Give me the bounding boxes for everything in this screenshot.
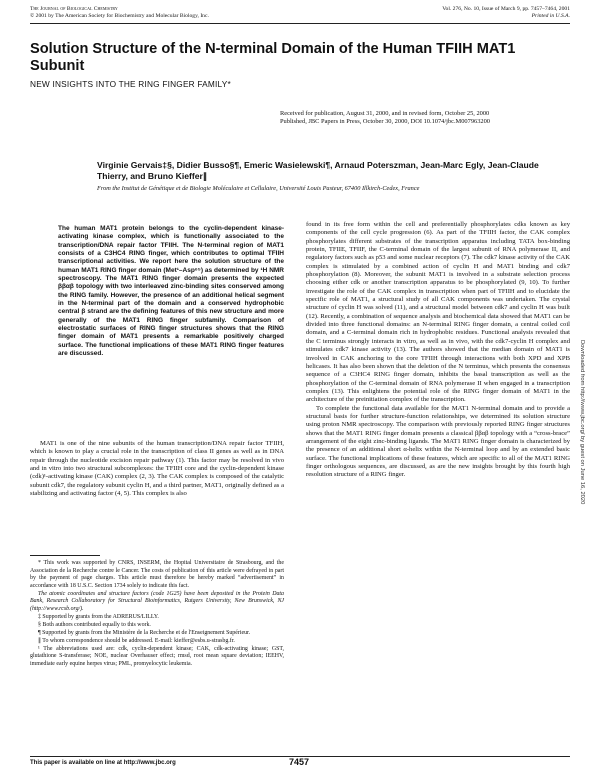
volume-line: Vol. 276, No. 10, Issue of March 9, pp. 7457–7464, 2001 <box>442 6 570 12</box>
right-column <box>306 221 570 480</box>
article-title: Solution Structure of the N-terminal Domain of the Human TFIIH MAT1 Subunit <box>30 41 516 74</box>
right-paragraph-1: found in its free form within the cell and preferentially phosphorylates cdks known as key components of the cell cycle progression (6). As part of the TFIIH factor, the CAK complex phosphorylates different substrates of the transcription apparatus including TATA box-binding protein, TFIIE, TFIIF, the C-terminal domain of the largest subunit of RNA polymerase II, and regulatory factors such as p53 and some nuclear receptors (7). The cdk7 kinase activity of the CAK complex is stimulated by a combined action of cyclin H and MAT1 binding and cdk7 phosphorylation (8). Moreover, the subunit MAT1 is involved in a substrate selection process choosing either cdk or another transcription apparatus to be phosphorylated (9, 10). To further investigate the role of the CAK complex in transcription when part of TFIIH and to elucidate the specific role of MAT1, a structural study of all CAK components was undertaken. The crystal structure of cyclin H was solved (11), and a structural model between cdk7 and cyclin H was built (12). Recently, a combination of sequence analysis and biochemical data showed that MAT1 can be divided into three functional domains: an N-terminal RING finger domain, a central coiled coil domain, and a C-terminal domain rich in hydrophobic residues. Functional analysis revealed that the C terminus strongly interacts in vitro, as well as in vivo, with the cdk7-cyclin H complex and stimulates cdk7 kinase activity (13). The authors showed that the median domain of MAT1 is involved in CAK anchoring to the core TFIIH through interactions with both XPD and XPB helicases. It has also been shown that the deletion of the N terminus, which presents the consensus sequence of a C3HC4 RING finger domain, inhibits the basal transcription as well as the phosphorylation of the C-terminal domain of RNA polymerase II when engaged in a transcription complex (13). This enlightens the potential role of the RING finger domain of MAT1 in the architecture of the preinitiation complex of the transcription. <box>306 221 570 404</box>
received-line: Received for publication, August 31, 2000, and in revised form, October 25, 2000 <box>280 110 490 117</box>
footnote-rule <box>30 555 100 556</box>
download-watermark <box>575 340 587 640</box>
printed-line: Printed in U.S.A. <box>531 13 570 19</box>
online-note: This paper is available on line at http://www.jbc.org <box>30 760 176 766</box>
published-line: Published, JBC Papers in Press, October 30, 2000, DOI 10.1074/jbc.M007963200 <box>280 118 490 125</box>
affiliation: From the Institut de Génétique et de Biologie Moléculaire et Cellulaire, Université Louis Pasteur, 67400 Illkirch-Cedex, France <box>97 185 420 192</box>
footnote-grant: ‡ Supported by grants from the ADRERUS/LILLY. <box>38 613 159 620</box>
footnote-funding: * This work was supported by CNRS, INSERM, the Hopital Universitaire de Strasbourg, and the Association de la Recherche contre le Cancer. The costs of publication of this article were defrayed in part by the payment of page charges. This article must therefore be hereby marked “advertisement” in accordance with 18 U.S.C. Section 1734 solely to indicate this fact. <box>30 560 284 589</box>
journal-header <box>30 6 209 20</box>
footnote-pdb: The atomic coordinates and structure factors (code 1G25) have been deposited in the Protein Data Bank, Research Collaboratory for Structural Bioinformatics, Rutgers University, New Brunswick, NJ (http://www.rcsb.org/). <box>30 590 284 612</box>
download-watermark-text: Downloaded from http://www.jbc.org/ by guest on June 16, 2020 <box>579 340 585 505</box>
page-number: 7457 <box>289 757 310 767</box>
header-rule <box>30 23 570 24</box>
author-list: Virginie Gervais‡§, Didier Busso§¶, Emeric Wasielewski¶, Arnaud Poterszman, Jean-Marc Egly, Jean-Claude Thierry, and Bruno Kieffer∥ <box>97 160 539 181</box>
issue-header <box>442 6 570 20</box>
footnote-ministere: ¶ Supported by grants from the Ministère de la Recherche et de l'Enseignement Supérieur. <box>38 629 251 636</box>
received-dates <box>280 110 580 126</box>
footnote-equal: § Both authors contributed equally to this work. <box>38 621 151 628</box>
footnote-correspondence: ∥ To whom correspondence should be addressed. E-mail: kieffer@esbs.u-strasbg.fr. <box>38 637 235 644</box>
footnotes <box>30 560 284 669</box>
intro-paragraph: MAT1 is one of the nine subunits of the human transcription/DNA repair factor TFIIH, which is known to play a crucial role in the transcription of class II genes as well as in DNA repair through the nucleotide excision repair pathway (1). This factor may be resolved in vivo and in vitro into two structural subcomplexes: the TFIIH core and the cyclin-dependent kinase (cdk)¹-activating kinase (CAK) complex (2, 3). The CAK complex is composed of the catalytic subunit cdk7, the regulatory subunit cyclin H, and a third partner, MAT1, originally defined as a stabilizing and activating factor (4, 5). This complex is also <box>30 440 284 498</box>
article-subtitle: NEW INSIGHTS INTO THE RING FINGER FAMILY* <box>30 79 231 89</box>
abstract: The human MAT1 protein belongs to the cyclin-dependent kinase-activating kinase complex, which is functionally associated to the transcription/DNA repair factor TFIIH. The N-terminal region of MAT1 consists of a C3HC4 RING finger, which contributes to optimal TFIIH transcriptional activities. We report here the solution structure of the human MAT1 RING finger domain (Met¹–Asp⁶⁵) as determined by ¹H NMR spectroscopy. The MAT1 RING finger domain presents the expected ββαβ topology with two interleaved zinc-binding sites conserved among the RING family. However, the presence of an additional helical segment in the N-terminal part of the domain and a conserved hydrophobic central β strand are the defining features of this new structure and more generally of the MAT1 RING finger subfamily. Comparison of electrostatic surfaces of RING finger structures shows that the RING finger domain of MAT1 presents a remarkable positively charged surface. The functional implications of these MAT1 RING finger features are discussed. <box>58 225 284 358</box>
copyright-line: © 2001 by The American Society for Biochemistry and Molecular Biology, Inc. <box>30 13 209 19</box>
right-paragraph-2: To complete the functional data available for the MAT1 N-terminal domain and to provide a structural basis for further structure-function relationships, we determined its solution structure using proton NMR spectroscopy. The comparison with previously reported RING finger structures shows that the MAT1 RING finger domain presents a classical ββαβ topology with a “cross-brace” arrangement of the eight zinc-binding ligands. The MAT1 RING finger domain is characterized by the presence of an additional short α-helix within the N-terminal loop and by an extended basic surface. The functional implications of these features, which are specific to all of the MAT1 RING finger orthologous sequences, are discussed, as are the new insights brought by this fourth high resolution structure of a RING finger. <box>306 404 570 479</box>
journal-name: The Journal of Biological Chemistry <box>30 6 118 12</box>
footnote-abbreviations: ¹ The abbreviations used are: cdk, cyclin-dependent kinase; CAK, cdk-activating kinase; GST, glutathione S-transferase; NOE, nuclear Overhauser effect; rmsd, root mean square deviation; IEEHV, immediate early equine herpes virus; PML, promyelocytic leukemia. <box>30 645 284 667</box>
